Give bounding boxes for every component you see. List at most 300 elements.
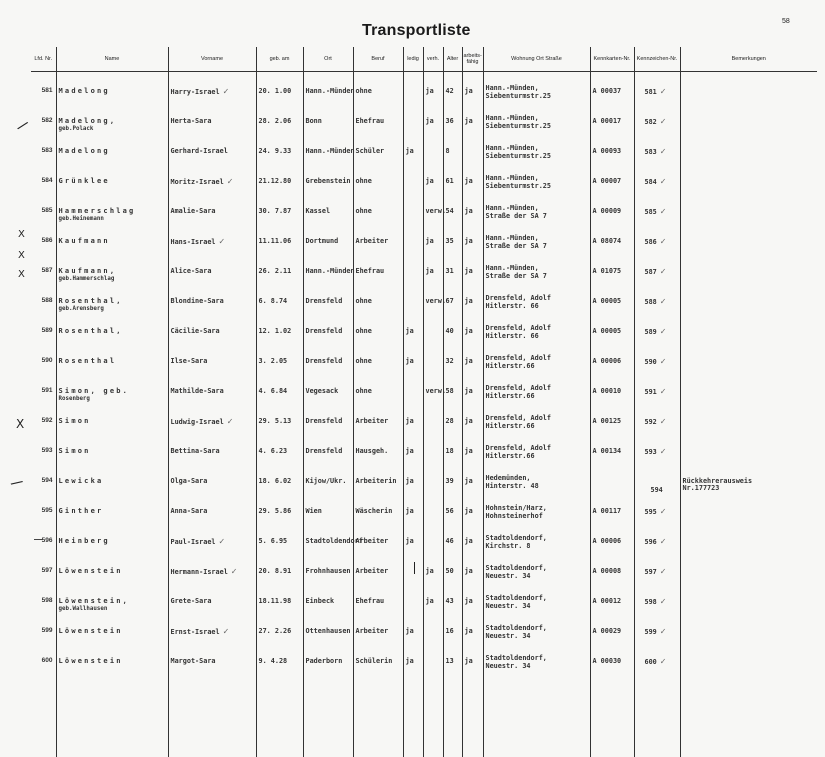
row-kennzeichen: 586 xyxy=(645,238,657,246)
cell-beruf xyxy=(353,650,403,680)
cell-kennkarte xyxy=(590,470,634,500)
row-beruf: Arbeiterin xyxy=(356,477,397,485)
cell-kennzeichen xyxy=(634,380,680,410)
row-wohnung-street: Siebenturmstr.25 xyxy=(486,152,551,160)
cell-ort xyxy=(303,560,353,590)
row-name: Rosenthal, xyxy=(59,297,123,305)
checkmark-icon: ✓ xyxy=(660,267,667,276)
row-verh: verw. xyxy=(426,387,446,395)
cell-ort xyxy=(303,110,353,140)
cell-kennkarte xyxy=(590,260,634,290)
row-kennkarte: A 00117 xyxy=(593,507,622,515)
document-title: Transportliste xyxy=(362,22,471,40)
checkmark-icon: ✓ xyxy=(660,87,667,96)
cell-ledig xyxy=(403,290,423,320)
empty-cell xyxy=(403,680,423,757)
row-ort: Drensfeld xyxy=(306,327,343,335)
cell-verh xyxy=(423,290,443,320)
row-wohnung: Hann.-Münden, xyxy=(486,235,588,242)
cell-ort xyxy=(303,170,353,200)
row-vorname: Margot-Sara xyxy=(171,657,216,665)
table-row xyxy=(31,650,817,680)
cell-wohnung xyxy=(483,110,590,140)
cell-kennzeichen xyxy=(634,440,680,470)
row-wohnung: Drensfeld, Adolf xyxy=(486,295,588,302)
row-kennkarte: A 00005 xyxy=(593,327,622,335)
cell-geb xyxy=(256,410,303,440)
cell-verh xyxy=(423,500,443,530)
row-wohnung-street: Hitlerstr. 66 xyxy=(486,302,539,310)
row-arbeitsfaehig: ja xyxy=(465,207,473,215)
spacer-cell xyxy=(483,72,590,81)
cell-name xyxy=(56,380,168,410)
row-alter: 39 xyxy=(446,477,454,485)
row-number: 590 xyxy=(42,357,53,364)
checkmark-icon: ✓ xyxy=(227,177,234,186)
cell-vorname xyxy=(168,230,256,260)
cell-ledig xyxy=(403,470,423,500)
empty-cell xyxy=(590,680,634,757)
row-wohnung-street: Siebenturmstr.25 xyxy=(486,122,551,130)
empty-cell xyxy=(353,680,403,757)
cell-kennkarte xyxy=(590,290,634,320)
cell-wohnung xyxy=(483,440,590,470)
row-beruf: Wäscherin xyxy=(356,507,393,515)
row-verh: ja xyxy=(426,177,434,185)
cell-name xyxy=(56,530,168,560)
checkmark-icon: ✓ xyxy=(660,537,667,546)
row-name: Löwenstein, xyxy=(59,597,130,605)
cell-kennzeichen xyxy=(634,470,680,500)
checkmark-icon: ✓ xyxy=(223,627,230,636)
cell-geb xyxy=(256,320,303,350)
cell-arbeitsfaehig xyxy=(462,650,483,680)
table-row xyxy=(31,410,817,440)
cell-kennkarte xyxy=(590,560,634,590)
row-beruf: Ehefrau xyxy=(356,267,385,275)
row-vorname: Ludwig-Israel xyxy=(171,418,224,426)
cell-wohnung xyxy=(483,170,590,200)
cell-name xyxy=(56,170,168,200)
cell-alter xyxy=(443,410,462,440)
row-alter: 61 xyxy=(446,177,454,185)
row-name: Madelong xyxy=(59,147,110,155)
row-vorname: Ernst-Israel xyxy=(171,628,220,636)
table-row xyxy=(31,80,817,110)
row-vorname: Alice-Sara xyxy=(171,267,212,275)
checkmark-icon: ✓ xyxy=(660,447,667,456)
center-fold-line xyxy=(414,562,415,574)
row-vorname: Herta-Sara xyxy=(171,117,212,125)
cell-verh xyxy=(423,560,443,590)
cell-geb xyxy=(256,530,303,560)
cell-beruf xyxy=(353,470,403,500)
cell-wohnung xyxy=(483,350,590,380)
row-name-suffix: geb.Hammerschlag xyxy=(59,276,166,282)
cell-kennzeichen xyxy=(634,350,680,380)
row-ort: Drensfeld xyxy=(306,417,343,425)
col-header-verh: verh. xyxy=(423,47,443,72)
row-number: 599 xyxy=(42,627,53,634)
cell-vorname xyxy=(168,80,256,110)
margin-x-589: X xyxy=(18,250,25,261)
cell-verh xyxy=(423,110,443,140)
cell-kennkarte xyxy=(590,320,634,350)
cell-kennzeichen xyxy=(634,80,680,110)
row-number: 597 xyxy=(42,567,53,574)
table-row xyxy=(31,500,817,530)
cell-bemerkungen xyxy=(680,290,817,320)
cell-vorname xyxy=(168,620,256,650)
cell-verh xyxy=(423,350,443,380)
row-arbeitsfaehig: ja xyxy=(465,537,473,545)
cell-beruf xyxy=(353,500,403,530)
checkmark-icon: ✓ xyxy=(660,177,667,186)
cell-ort xyxy=(303,440,353,470)
cell-alter xyxy=(443,200,462,230)
checkmark-icon: ✓ xyxy=(660,567,667,576)
cell-nr xyxy=(31,110,56,140)
cell-vorname xyxy=(168,530,256,560)
cell-alter xyxy=(443,290,462,320)
row-number: 589 xyxy=(42,327,53,334)
cell-beruf xyxy=(353,200,403,230)
row-vorname: Hans-Israel xyxy=(171,238,216,246)
row-kennzeichen: 584 xyxy=(645,178,657,186)
row-wohnung: Hann.-Münden, xyxy=(486,175,588,182)
row-ledig: ja xyxy=(406,357,414,365)
table-row xyxy=(31,110,817,140)
cell-kennzeichen xyxy=(634,650,680,680)
cell-name xyxy=(56,500,168,530)
row-number: 586 xyxy=(42,237,53,244)
cell-nr xyxy=(31,200,56,230)
table-row xyxy=(31,320,817,350)
row-kennzeichen: 599 xyxy=(645,628,657,636)
table-row xyxy=(31,230,817,260)
margin-slash-600: / xyxy=(8,477,24,489)
cell-ort xyxy=(303,530,353,560)
row-wohnung: Stadtoldendorf, xyxy=(486,535,588,542)
row-vorname: Mathilde-Sara xyxy=(171,387,224,395)
row-wohnung: Drensfeld, Adolf xyxy=(486,415,588,422)
cell-name xyxy=(56,260,168,290)
cell-kennkarte xyxy=(590,170,634,200)
row-name: Simon xyxy=(59,447,91,455)
table-row xyxy=(31,200,817,230)
row-verh: ja xyxy=(426,567,434,575)
margin-slash-583: / xyxy=(15,118,29,133)
cell-beruf xyxy=(353,260,403,290)
row-verh: ja xyxy=(426,87,434,95)
row-arbeitsfaehig: ja xyxy=(465,597,473,605)
cell-bemerkungen xyxy=(680,110,817,140)
row-wohnung: Drensfeld, Adolf xyxy=(486,445,588,452)
cell-vorname xyxy=(168,170,256,200)
cell-kennzeichen xyxy=(634,620,680,650)
cell-bemerkungen xyxy=(680,320,817,350)
row-name: Kaufmann xyxy=(59,237,110,245)
cell-beruf xyxy=(353,590,403,620)
row-wohnung: Stadtoldendorf, xyxy=(486,565,588,572)
cell-verh xyxy=(423,200,443,230)
cell-name xyxy=(56,620,168,650)
spacer-cell xyxy=(168,72,256,81)
cell-arbeitsfaehig xyxy=(462,560,483,590)
cell-beruf xyxy=(353,170,403,200)
cell-geb xyxy=(256,230,303,260)
cell-geb xyxy=(256,620,303,650)
row-arbeitsfaehig: ja xyxy=(465,327,473,335)
row-number: 595 xyxy=(42,507,53,514)
row-bemerkung-nr: Nr.177723 xyxy=(683,484,720,492)
cell-geb xyxy=(256,470,303,500)
cell-beruf xyxy=(353,110,403,140)
cell-alter xyxy=(443,590,462,620)
cell-ledig xyxy=(403,650,423,680)
row-vorname: Gerhard-Israel xyxy=(171,147,228,155)
cell-bemerkungen xyxy=(680,170,817,200)
cell-ort xyxy=(303,470,353,500)
table-row xyxy=(31,620,817,650)
row-kennkarte: A 00005 xyxy=(593,297,622,305)
row-arbeitsfaehig: ja xyxy=(465,117,473,125)
cell-ledig xyxy=(403,590,423,620)
row-wohnung: Hedemünden, xyxy=(486,475,588,482)
row-geb: 28. 2.06 xyxy=(259,117,292,125)
row-number: 583 xyxy=(42,147,53,154)
cell-geb xyxy=(256,590,303,620)
cell-geb xyxy=(256,650,303,680)
cell-kennkarte xyxy=(590,440,634,470)
spacer-cell xyxy=(31,72,56,81)
row-arbeitsfaehig: ja xyxy=(465,87,473,95)
row-geb: 29. 5.13 xyxy=(259,417,292,425)
checkmark-icon: ✓ xyxy=(660,627,667,636)
row-alter: 58 xyxy=(446,387,454,395)
cell-bemerkungen xyxy=(680,590,817,620)
cell-vorname xyxy=(168,560,256,590)
cell-ort xyxy=(303,410,353,440)
cell-arbeitsfaehig xyxy=(462,440,483,470)
row-arbeitsfaehig: ja xyxy=(465,417,473,425)
cell-wohnung xyxy=(483,410,590,440)
col-header-kennkarte: Kennkarten-Nr. xyxy=(590,47,634,72)
row-wohnung-street: Straße der SA 7 xyxy=(486,272,547,280)
row-alter: 8 xyxy=(446,147,450,155)
col-header-vorname: Vorname xyxy=(168,47,256,72)
cell-bemerkungen xyxy=(680,80,817,110)
cell-wohnung xyxy=(483,650,590,680)
cell-name xyxy=(56,590,168,620)
row-name: Madelong xyxy=(59,87,110,95)
cell-bemerkungen xyxy=(680,410,817,440)
cell-alter xyxy=(443,320,462,350)
row-kennkarte: A 00009 xyxy=(593,207,622,215)
row-name: Simon xyxy=(59,417,91,425)
table-body xyxy=(31,72,817,757)
row-arbeitsfaehig: ja xyxy=(465,627,473,635)
row-name-suffix: Rosenberg xyxy=(59,396,166,402)
cell-vorname xyxy=(168,500,256,530)
row-wohnung-street: Hitlerstr.66 xyxy=(486,362,535,370)
margin-x-588: X xyxy=(18,229,25,240)
row-ort: Wien xyxy=(306,507,322,515)
cell-ort xyxy=(303,650,353,680)
col-header-wohnung: Wohnung Ort Straße xyxy=(483,47,590,72)
spacer-cell xyxy=(403,72,423,81)
row-beruf: Ehefrau xyxy=(356,117,385,125)
cell-alter xyxy=(443,560,462,590)
row-ort: Paderborn xyxy=(306,657,343,665)
row-name-suffix: geb.Wallhausen xyxy=(59,606,166,612)
row-ort: Dortmund xyxy=(306,237,339,245)
row-alter: 35 xyxy=(446,237,454,245)
row-name-suffix: geb.Heinemann xyxy=(59,216,166,222)
row-beruf: Schüler xyxy=(356,147,385,155)
cell-beruf xyxy=(353,560,403,590)
table-row xyxy=(31,170,817,200)
checkmark-icon: ✓ xyxy=(223,87,230,96)
cell-kennkarte xyxy=(590,230,634,260)
col-header-arbeitsfaehig: arbeits-fähig xyxy=(462,47,483,72)
row-name: Rosenthal, xyxy=(59,327,123,335)
empty-cell xyxy=(303,680,353,757)
cell-verh xyxy=(423,320,443,350)
row-ledig: ja xyxy=(406,447,414,455)
cell-wohnung xyxy=(483,530,590,560)
cell-nr xyxy=(31,80,56,110)
row-wohnung: Stadtoldendorf, xyxy=(486,625,588,632)
row-wohnung: Hann.-Münden, xyxy=(486,85,588,92)
row-ledig: ja xyxy=(406,417,414,425)
row-number: 598 xyxy=(42,597,53,604)
cell-kennzeichen xyxy=(634,110,680,140)
cell-ledig xyxy=(403,80,423,110)
row-arbeitsfaehig: ja xyxy=(465,657,473,665)
cell-nr xyxy=(31,290,56,320)
row-kennkarte: A 00030 xyxy=(593,657,622,665)
row-alter: 43 xyxy=(446,597,454,605)
row-wohnung-street: Hitlerstr.66 xyxy=(486,392,535,400)
spacer-cell xyxy=(56,72,168,81)
cell-arbeitsfaehig xyxy=(462,290,483,320)
checkmark-icon: ✓ xyxy=(660,417,667,426)
cell-alter xyxy=(443,170,462,200)
cell-wohnung xyxy=(483,560,590,590)
row-kennzeichen: 593 xyxy=(645,448,657,456)
row-number: 594 xyxy=(42,477,53,484)
spacer-cell xyxy=(462,72,483,81)
cell-bemerkungen xyxy=(680,650,817,680)
cell-wohnung xyxy=(483,290,590,320)
row-wohnung-street: Kirchstr. 8 xyxy=(486,542,531,550)
cell-nr xyxy=(31,500,56,530)
row-number: 591 xyxy=(42,387,53,394)
cell-geb xyxy=(256,500,303,530)
row-ort: Drensfeld xyxy=(306,297,343,305)
cell-bemerkungen xyxy=(680,530,817,560)
cell-ort xyxy=(303,320,353,350)
row-geb: 11.11.06 xyxy=(259,237,292,245)
table-row xyxy=(31,380,817,410)
row-name: Lewicka xyxy=(59,477,104,485)
cell-bemerkungen xyxy=(680,470,817,500)
cell-ledig xyxy=(403,410,423,440)
cell-geb xyxy=(256,140,303,170)
cell-vorname xyxy=(168,320,256,350)
row-geb: 3. 2.05 xyxy=(259,357,288,365)
row-name-suffix: geb.Polack xyxy=(59,126,166,132)
checkmark-icon: ✓ xyxy=(219,237,226,246)
cell-beruf xyxy=(353,350,403,380)
cell-vorname xyxy=(168,200,256,230)
row-alter: 42 xyxy=(446,87,454,95)
cell-bemerkungen xyxy=(680,500,817,530)
cell-kennkarte xyxy=(590,410,634,440)
cell-alter xyxy=(443,350,462,380)
row-verh: ja xyxy=(426,117,434,125)
row-wohnung-street: Siebenturmstr.25 xyxy=(486,92,551,100)
row-geb: 24. 9.33 xyxy=(259,147,292,155)
cell-arbeitsfaehig xyxy=(462,380,483,410)
row-wohnung-street: Hitlerstr. 66 xyxy=(486,332,539,340)
col-header-ledig: ledig xyxy=(403,47,423,72)
row-ort: Grebenstein xyxy=(306,177,351,185)
row-ledig: ja xyxy=(406,147,414,155)
cell-wohnung xyxy=(483,320,590,350)
cell-geb xyxy=(256,170,303,200)
cell-arbeitsfaehig xyxy=(462,620,483,650)
row-ledig: ja xyxy=(406,507,414,515)
cell-verh xyxy=(423,470,443,500)
row-geb: 30. 7.87 xyxy=(259,207,292,215)
row-kennzeichen: 598 xyxy=(645,598,657,606)
cell-name xyxy=(56,320,168,350)
cell-bemerkungen xyxy=(680,230,817,260)
cell-ort xyxy=(303,500,353,530)
cell-ort xyxy=(303,200,353,230)
checkmark-icon: ✓ xyxy=(660,387,667,396)
cell-vorname xyxy=(168,140,256,170)
col-header-ort: Ort xyxy=(303,47,353,72)
cell-ledig xyxy=(403,350,423,380)
row-geb: 12. 1.02 xyxy=(259,327,292,335)
row-wohnung: Stadtoldendorf, xyxy=(486,655,588,662)
row-geb: 20. 1.00 xyxy=(259,87,292,95)
row-name: Grünklee xyxy=(59,177,110,185)
cell-kennkarte xyxy=(590,110,634,140)
table-row xyxy=(31,560,817,590)
row-vorname: Anna-Sara xyxy=(171,507,208,515)
cell-nr xyxy=(31,170,56,200)
row-ort: Drensfeld xyxy=(306,447,343,455)
cell-arbeitsfaehig xyxy=(462,320,483,350)
col-header-name: Name xyxy=(56,47,168,72)
cell-kennzeichen xyxy=(634,230,680,260)
row-arbeitsfaehig: ja xyxy=(465,447,473,455)
cell-ort xyxy=(303,380,353,410)
cell-ort xyxy=(303,140,353,170)
row-vorname: Blondine-Sara xyxy=(171,297,224,305)
row-vorname: Ilse-Sara xyxy=(171,357,208,365)
cell-ort xyxy=(303,230,353,260)
cell-wohnung xyxy=(483,230,590,260)
row-kennkarte: A 00037 xyxy=(593,87,622,95)
row-beruf: ohne xyxy=(356,387,372,395)
empty-cell xyxy=(423,680,443,757)
row-wohnung-street: Neuestr. 34 xyxy=(486,632,531,640)
